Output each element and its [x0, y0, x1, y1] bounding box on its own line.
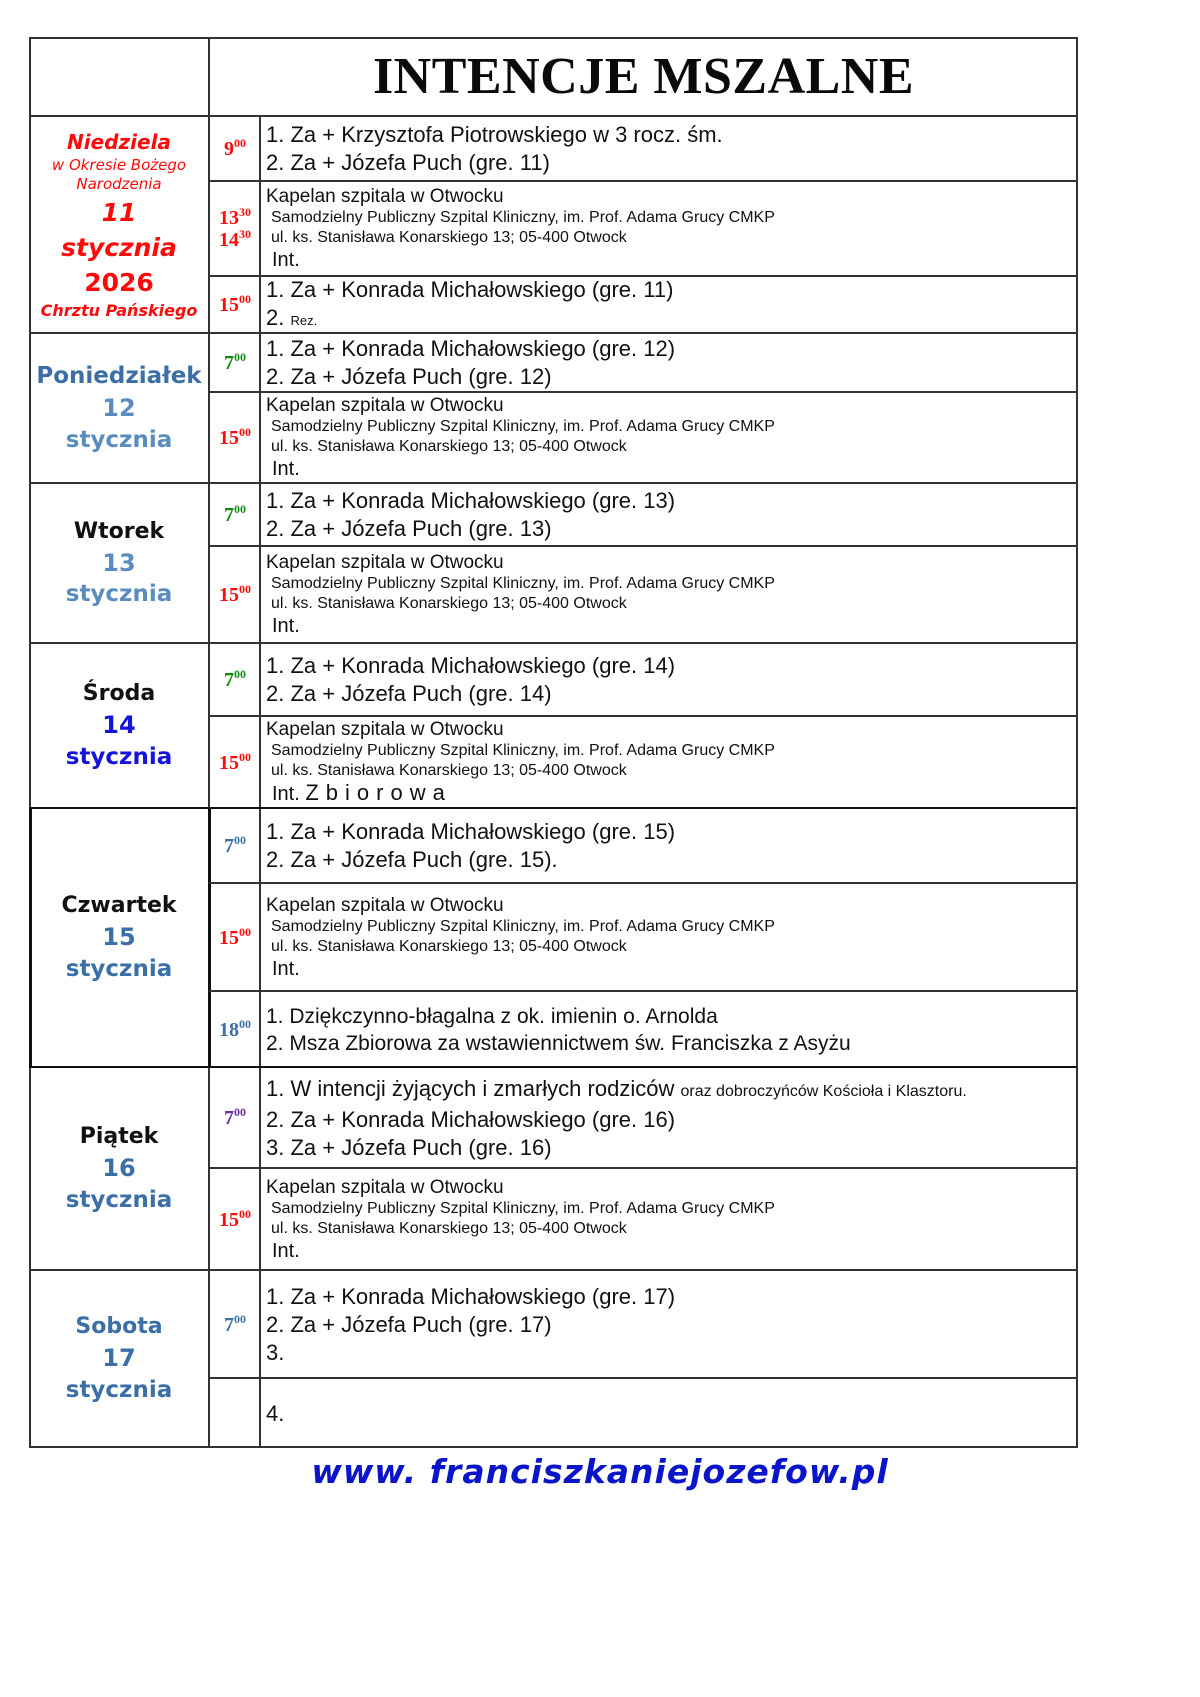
- intention-line: 1. Za + Konrada Michałowskiego (gre. 15): [266, 819, 676, 844]
- day-cell-tuesday: [29, 484, 209, 643]
- intention-line: Int.: [272, 957, 300, 980]
- time-hour: 7: [224, 669, 234, 691]
- intention-line: 2. Za + Konrada Michałowskiego (gre. 16): [266, 1106, 676, 1132]
- chaplain-entry: [261, 182, 1077, 276]
- mass-time: [210, 884, 260, 991]
- day-year: 2026: [84, 267, 154, 297]
- chaplain-entry: [261, 1169, 1077, 1270]
- intention-line: 3.: [266, 1339, 285, 1365]
- hospital-name: Samodzielny Publiczny Szpital Kliniczny, im. Prof. Adama Grucy CMKP: [271, 742, 775, 759]
- time-minutes: 00: [234, 1105, 246, 1119]
- time-hour: 13: [219, 207, 239, 229]
- day-name: Czwartek: [61, 893, 177, 919]
- time-hour: 15: [219, 427, 239, 449]
- time-hour: 18: [219, 1018, 239, 1041]
- intention-number: 2.: [266, 304, 285, 330]
- mass-time: [210, 1169, 260, 1270]
- mass-time: [210, 547, 260, 643]
- hospital-address: ul. ks. Stanisława Konarskiego 13; 05-400 Otwock: [271, 438, 627, 455]
- mass-time: [210, 277, 260, 333]
- time-hour: 15: [219, 294, 239, 316]
- mass-time: [210, 117, 260, 181]
- time-hour: 15: [219, 751, 239, 774]
- intention-line: Int.: [272, 458, 300, 480]
- intention-line: Int.: [272, 249, 300, 271]
- chaplain-entry: [261, 547, 1077, 643]
- day-cell-sunday: [29, 117, 209, 333]
- day-name: Poniedziałek: [36, 363, 202, 390]
- mass-intentions: [261, 117, 1077, 181]
- chaplain-title: Kapelan szpitala w Otwocku: [266, 186, 504, 207]
- reserved-note: Rez.: [290, 312, 318, 328]
- day-subtitle: w Okresie Bożego: [51, 155, 187, 174]
- day-number: 15: [102, 923, 136, 952]
- day-month: stycznia: [65, 581, 173, 608]
- time-hour: 14: [219, 229, 239, 251]
- mass-time: [210, 992, 260, 1067]
- time-minutes: 00: [239, 749, 251, 764]
- intention-line: 1. Za + Konrada Michałowskiego (gre. 14): [266, 653, 676, 678]
- day-number: 16: [102, 1154, 136, 1183]
- time-minutes: 00: [234, 1311, 246, 1326]
- day-name: Sobota: [75, 1314, 163, 1340]
- mass-time: [210, 644, 260, 716]
- day-number: 11: [101, 197, 137, 227]
- intention-line: 2. Za + Józefa Puch (gre. 14): [266, 681, 552, 706]
- mass-intentions: [261, 809, 1077, 883]
- day-cell-thursday: [29, 809, 209, 1067]
- day-cell-monday: [29, 334, 209, 483]
- day-month: stycznia: [65, 743, 173, 770]
- mass-time: [210, 809, 260, 883]
- day-month: stycznia: [65, 426, 173, 453]
- time-minutes: 00: [239, 292, 251, 306]
- intention-line: 2. Za + Józefa Puch (gre. 15).: [266, 847, 558, 872]
- intention-line: 2. Za + Józefa Puch (gre. 11): [266, 150, 550, 175]
- intention-line: 1. Za + Konrada Michałowskiego (gre. 13): [266, 488, 676, 513]
- time-hour: 15: [219, 926, 239, 949]
- day-subtitle: Narodzenia: [76, 175, 162, 194]
- day-name: Piątek: [79, 1124, 159, 1150]
- time-minutes: 00: [234, 350, 246, 364]
- mass-time: [210, 484, 260, 546]
- mass-intentions: [261, 1379, 1077, 1447]
- intention-line: [266, 1075, 1077, 1106]
- hospital-name: Samodzielny Publiczny Szpital Kliniczny, im. Prof. Adama Grucy CMKP: [271, 209, 775, 226]
- time-minutes: 30: [239, 227, 251, 241]
- time-minutes: 00: [239, 425, 251, 439]
- time-hour: 7: [224, 1313, 234, 1336]
- day-number: 12: [102, 394, 136, 423]
- day-number: 17: [102, 1344, 136, 1373]
- website-link[interactable]: www. franciszkaniejozefow.pl: [311, 1451, 889, 1491]
- day-name: Środa: [82, 681, 156, 707]
- mass-time: [210, 717, 260, 808]
- intention-line: 1. Za + Krzysztofa Piotrowskiego w 3 rocz. śm.: [266, 122, 723, 147]
- chaplain-entry: [261, 717, 1077, 808]
- hospital-name: Samodzielny Publiczny Szpital Kliniczny, im. Prof. Adama Grucy CMKP: [271, 575, 775, 592]
- hospital-name: Samodzielny Publiczny Szpital Kliniczny, im. Prof. Adama Grucy CMKP: [271, 917, 775, 935]
- intention-label: Int.: [272, 783, 300, 805]
- intention-main: 1. W intencji żyjących i zmarłych rodziców: [266, 1075, 675, 1101]
- chaplain-title: Kapelan szpitala w Otwocku: [266, 719, 504, 740]
- intention-line: 3. Za + Józefa Puch (gre. 16): [266, 1134, 552, 1160]
- intention-line: Int.: [272, 1239, 300, 1262]
- mass-intentions: [261, 644, 1077, 716]
- intention-line: 1. Za + Konrada Michałowskiego (gre. 12): [266, 336, 676, 361]
- mass-intentions: [261, 277, 1077, 333]
- collective-intention: Zbiorowa: [305, 780, 452, 805]
- chaplain-title: Kapelan szpitala w Otwocku: [266, 1176, 504, 1198]
- feast-name: Chrztu Pańskiego: [40, 300, 198, 320]
- chaplain-title: Kapelan szpitala w Otwocku: [266, 395, 504, 416]
- day-month: stycznia: [65, 1186, 173, 1213]
- intention-line: 2. Za + Józefa Puch (gre. 12): [266, 364, 552, 389]
- intention-line: 4.: [266, 1401, 285, 1426]
- day-name: Niedziela: [67, 129, 171, 154]
- time-minutes: 00: [234, 502, 246, 516]
- hospital-address: ul. ks. Stanisława Konarskiego 13; 05-400 Otwock: [271, 595, 627, 612]
- time-minutes: 00: [239, 582, 251, 596]
- day-month: stycznia: [65, 955, 173, 982]
- day-cell-saturday: [29, 1271, 209, 1447]
- time-minutes: 00: [239, 1016, 251, 1031]
- time-hour: 15: [219, 584, 239, 606]
- hospital-address: ul. ks. Stanisława Konarskiego 13; 05-400 Otwock: [271, 1219, 627, 1237]
- mass-time: [210, 1271, 260, 1378]
- time-hour: 7: [224, 835, 234, 857]
- mass-time: [210, 1068, 260, 1168]
- intention-line: 1. Dziękczynno-błagalna z ok. imienin o. Arnolda: [266, 1004, 718, 1028]
- time-hour: 7: [224, 1107, 234, 1129]
- time-hour: 7: [224, 352, 234, 374]
- intention-line: 1. Za + Konrada Michałowskiego (gre. 11): [266, 276, 674, 302]
- mass-time: [210, 182, 260, 276]
- intention-line: 1. Za + Konrada Michałowskiego (gre. 17): [266, 1283, 676, 1309]
- intention-line: 2. Msza Zbiorowa za wstawiennictwem św. Franciszka z Asyżu: [266, 1031, 851, 1055]
- day-cell-wednesday: [29, 644, 209, 808]
- mass-intentions: [261, 1068, 1077, 1168]
- time-minutes: 00: [234, 667, 246, 681]
- day-month: stycznia: [61, 232, 177, 262]
- hospital-address: ul. ks. Stanisława Konarskiego 13; 05-400 Otwock: [271, 229, 627, 246]
- time-minutes: 00: [234, 136, 246, 150]
- day-number: 13: [102, 548, 136, 577]
- time-minutes: 00: [234, 833, 246, 847]
- hospital-name: Samodzielny Publiczny Szpital Kliniczny, im. Prof. Adama Grucy CMKP: [271, 1199, 775, 1217]
- time-minutes: 00: [239, 1206, 251, 1221]
- intention-note: oraz dobroczyńców Kościoła i Klasztoru.: [680, 1082, 967, 1100]
- hospital-address: ul. ks. Stanisława Konarskiego 13; 05-400 Otwock: [271, 937, 627, 955]
- chaplain-title: Kapelan szpitala w Otwocku: [266, 894, 504, 916]
- chaplain-title: Kapelan szpitala w Otwocku: [266, 552, 504, 573]
- hospital-name: Samodzielny Publiczny Szpital Kliniczny, im. Prof. Adama Grucy CMKP: [271, 418, 775, 435]
- time-minutes: 00: [239, 924, 251, 939]
- mass-time: [210, 334, 260, 392]
- intention-line: 2. Za + Józefa Puch (gre. 17): [266, 1311, 552, 1337]
- intention-line: [266, 304, 1077, 335]
- day-month: stycznia: [65, 1376, 173, 1403]
- hospital-address: ul. ks. Stanisława Konarskiego 13; 05-400 Otwock: [271, 762, 627, 779]
- time-minutes: 30: [239, 205, 251, 219]
- intention-line: Int.: [272, 615, 300, 637]
- day-cell-friday: [29, 1068, 209, 1270]
- mass-intentions: [261, 1271, 1077, 1378]
- mass-time: [210, 393, 260, 483]
- mass-intentions: [261, 992, 1077, 1067]
- mass-intentions: [261, 334, 1077, 392]
- time-hour: 7: [224, 504, 234, 526]
- intention-line: [266, 781, 1077, 806]
- chaplain-entry: [261, 393, 1077, 483]
- time-hour: 9: [224, 138, 234, 160]
- day-name: Wtorek: [73, 518, 165, 544]
- day-number: 14: [102, 711, 136, 740]
- mass-intentions: [261, 484, 1077, 546]
- time-hour: 15: [219, 1208, 239, 1231]
- intention-line: 2. Za + Józefa Puch (gre. 13): [266, 516, 552, 541]
- chaplain-entry: [261, 884, 1077, 991]
- page-title: INTENCJE MSZALNE: [372, 48, 915, 105]
